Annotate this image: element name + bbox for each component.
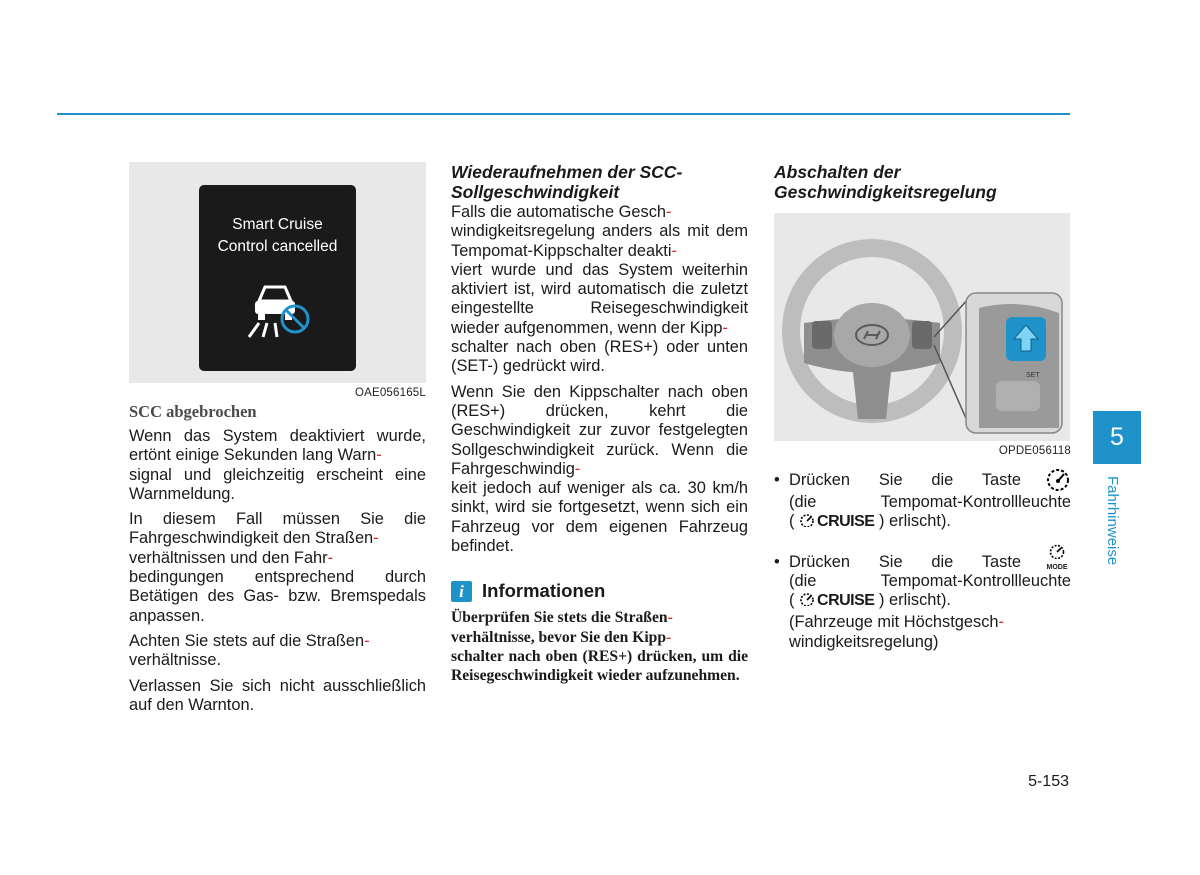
bullet-dot: • — [774, 471, 780, 489]
cruise-indicator-label: CRUISE — [817, 513, 875, 531]
steering-wheel-illustration — [774, 213, 1070, 441]
bullet-item — [774, 553, 1071, 652]
paragraph: Achten Sie stets auf die Straßen- verhältnisse. — [129, 631, 370, 670]
column-1 — [129, 162, 426, 721]
cruise-indicator-label: CRUISE — [817, 592, 875, 610]
paragraph: Wenn das System deaktiviert wurde, ertönt einige Sekunden lang Warn- signal und gleichzeitig erscheint eine Warnmeldung. — [129, 427, 426, 503]
figure-steering-wheel — [774, 213, 1070, 441]
section-heading: Wiederaufnehmen der SCC- Sollgeschwindigkeit — [451, 162, 683, 202]
info-title: Informationen — [482, 580, 606, 602]
mode-label: MODE — [1046, 563, 1068, 571]
figure-scc-cancelled — [129, 162, 426, 383]
paragraph: Verlassen Sie sich nicht ausschließlich auf den Warnton. — [129, 676, 426, 714]
display-text-line1: Smart Cruise — [232, 216, 323, 233]
info-icon: i — [451, 581, 472, 602]
page-number: 5-153 — [1028, 773, 1069, 790]
paragraph: Falls die automatische Gesch- windigkeitsregelung anders als mit dem Tempomat-Kippschalter deakti- viert wurde und das System weiterhin aktiviert ist, wird automatisch die zuletzt eingestellte Reisegeschwindigkeit wieder aufgenommen, wenn der Kipp- schalter nach oben (RES+) oder unten (SET-) gedrückt wird. — [451, 203, 748, 376]
figure-caption: OPDE056118 — [998, 445, 1071, 457]
bullet-text: Drücken Sie die Taste — [789, 471, 1021, 489]
set-label: SET — [1026, 372, 1040, 379]
top-rule — [57, 113, 1070, 115]
info-text: Überprüfen Sie stets die Straßen- verhältnisse, bevor Sie den Kipp- schalter nach oben (RES+) drücken, um die Reisegeschwindigkeit wieder aufzunehmen. — [451, 609, 748, 685]
bullet-line-3: ( CRUISE ) erlischt). — [789, 591, 951, 610]
figure-caption: OAE056165L — [354, 387, 426, 399]
bullet-list — [774, 471, 1071, 652]
cluster-display — [199, 185, 356, 371]
bullet-text: ) erlischt). — [879, 591, 951, 610]
bullet-line-3: ( CRUISE ) erlischt). — [789, 512, 951, 531]
column-3 — [774, 162, 1071, 673]
mode-button-icon — [1043, 543, 1071, 571]
bullet-dot: • — [774, 552, 780, 571]
bullet-row — [789, 553, 1071, 572]
bullet-item — [774, 471, 1071, 532]
section-heading: Abschalten der Geschwindigkeitsregelung — [774, 162, 997, 202]
info-header — [451, 580, 748, 602]
section-heading: SCC abgebrochen — [129, 402, 257, 421]
bullet-line-2 — [789, 493, 1071, 512]
chapter-label: Fahrhinweise — [1104, 476, 1121, 566]
bullet-text: Drücken Sie die Taste — [789, 552, 1021, 571]
display-text-line2: Control cancelled — [217, 238, 338, 255]
bullet-extra: (Fahrzeuge mit Höchstgesch- windigkeitsregelung) — [789, 613, 1004, 651]
bullet-line-2 — [789, 572, 1071, 591]
chapter-tab: 5 — [1093, 411, 1141, 464]
bullet-text: ) erlischt). — [879, 512, 951, 531]
column-2 — [451, 162, 748, 686]
cruise-button-icon — [1045, 467, 1071, 493]
bullet-row — [789, 471, 1071, 493]
paragraph: In diesem Fall müssen Sie die Fahrgeschwindigkeit den Straßen- verhältnissen und den Fahr- bedingungen entsprechend durch Betätigen des Gas- bzw. Bremspedals anpassen. — [129, 510, 426, 625]
paragraph: Wenn Sie den Kippschalter nach oben (RES+) drücken, kehrt die Geschwindigkeit zur zuvor festgelegten Sollgeschwindigkeit zurück. Wenn die Fahrgeschwindig- keit jedoch auf weniger als ca. 30 km/h sinkt, wird sie fortgesetzt, wenn sich ein Fahrzeug vor dem eigenen Fahrzeug befindet. — [451, 382, 748, 556]
bullet-text: (die Tempomat-Kontrollleuchte — [789, 571, 1071, 590]
cruise-indicator-icon — [799, 513, 817, 527]
speedometer-icon — [1048, 543, 1066, 559]
scc-cancel-icon — [245, 279, 317, 339]
bullet-text: (die Tempomat-Kontrollleuchte — [789, 493, 1071, 511]
cruise-indicator-icon — [799, 592, 817, 606]
